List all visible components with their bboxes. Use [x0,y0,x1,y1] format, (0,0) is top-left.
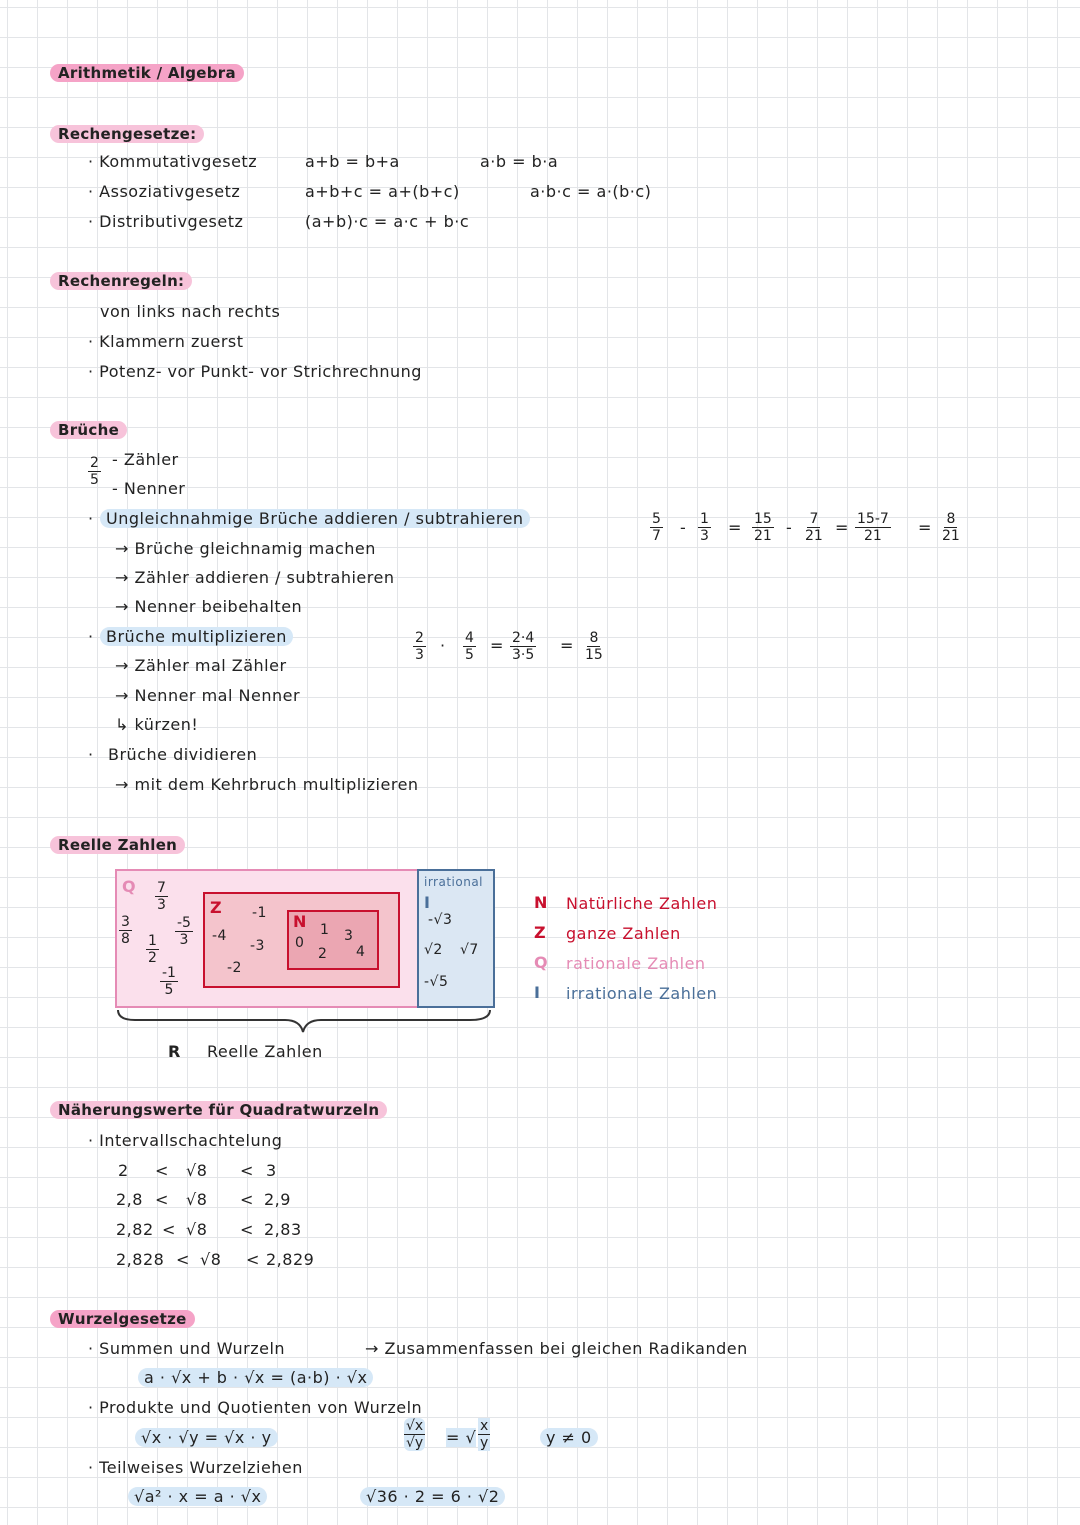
mult-step: ↳ kürzen! [115,715,199,734]
irrational-label: irrational [424,875,484,889]
operator: = [918,518,932,537]
interval-low: 2 [118,1161,129,1180]
numerator: -1 [162,965,176,981]
operator: = [835,518,849,537]
interval-root: √8 [186,1220,208,1239]
interval-root: √8 [200,1250,222,1269]
mult-step: → Nenner mal Nenner [115,686,301,705]
denominator: 21 [863,528,882,544]
n-number: 1 [320,922,330,938]
sum-note: → Zusammenfassen bei gleichen Radikanden [365,1339,748,1358]
section-heading-naeherung: Näherungswerte für Quadratwurzeln [50,1101,387,1119]
interval-high: 2,9 [264,1190,291,1209]
lt-sign: < [155,1190,169,1209]
lt-sign: < [162,1220,176,1239]
operator: = [490,636,504,655]
brace-label: Reelle Zahlen [207,1042,323,1061]
denominator: y [480,1435,489,1451]
root-fraction [478,1418,490,1451]
interval-root: √8 [186,1161,208,1180]
denominator: 5 [164,982,174,998]
q-number [160,965,178,998]
legend-text: Natürliche Zahlen [566,894,718,913]
n-number: 4 [356,944,366,960]
numerator: 4 [465,630,474,646]
law-name: · Distributivgesetz [88,212,244,231]
lt-sign: < [240,1220,254,1239]
q-symbol: Q [122,877,137,896]
fraction [698,511,711,544]
denominator: 3 [415,647,424,663]
add-step: → Nenner beibehalten [115,597,303,616]
zaehler-label: - Zähler [112,450,179,469]
add-step: → Zähler addieren / subtrahieren [115,568,395,587]
law-formula: a·b = b·a [480,152,559,171]
interval-low: 2,8 [116,1190,143,1209]
irr-number: √2 [424,942,443,958]
numerator: x [480,1418,489,1434]
q-number [119,914,132,947]
legend-symbol: N [534,893,548,912]
mult-step: → Zähler mal Zähler [115,656,287,675]
bullet: · [88,627,94,646]
numerator: 15 [754,511,772,527]
page-title: Arithmetik / Algebra [50,64,244,82]
rule-line: · Potenz- vor Punkt- vor Strichrechnung [88,362,422,381]
fraction [583,630,605,663]
operator: - [680,518,687,537]
section-heading-rechenregeln: Rechenregeln: [50,272,192,290]
prod-formula: √x · √y = √x · y [135,1428,278,1447]
equals-root: = √ [446,1428,477,1447]
div-step: → mit dem Kehrbruch multiplizieren [115,775,419,794]
interval-low: 2,828 [116,1250,165,1269]
lt-sign: < [246,1250,260,1269]
denominator: √y [406,1435,424,1451]
q-number [146,933,159,966]
fraction [855,511,891,544]
numerator: 1 [700,511,709,527]
nenner-label: - Nenner [112,479,186,498]
denominator: 3 [179,932,189,948]
denominator: 3 [157,897,166,913]
denominator: 7 [652,528,661,544]
operator: = [560,636,574,655]
real-numbers-brace [115,1006,495,1036]
fraction-denominator: 5 [90,472,99,488]
lt-sign: < [240,1161,254,1180]
numerator: √x [406,1418,424,1434]
section-heading-wurzelgesetze: Wurzelgesetze [50,1310,195,1328]
denominator: 21 [805,528,823,544]
operator: · [440,636,446,655]
irr-number: -√5 [424,974,449,990]
quotient-condition: y ≠ 0 [540,1428,598,1447]
operator: = [728,518,742,537]
irr-number: -√3 [428,912,453,928]
sum-title: · Summen und Wurzeln [88,1339,286,1358]
interval-low: 2,82 [116,1220,154,1239]
numerator: 1 [148,933,157,949]
q-number [155,880,168,913]
fraction [413,630,426,663]
interval-high: 2,83 [264,1220,302,1239]
denominator: 2 [148,950,157,966]
numerator: 2 [415,630,424,646]
numerator: 2·4 [512,630,535,646]
law-name: · Assoziativgesetz [88,182,241,201]
div-title: Brüche dividieren [108,745,258,764]
fraction [940,511,962,544]
section-heading-rechengesetze: Rechengesetze: [50,125,204,143]
mult-title: Brüche multiplizieren [100,627,293,646]
denominator: 3 [700,528,709,544]
fraction [752,511,774,544]
n-number: 3 [344,928,354,944]
z-number: -3 [250,938,265,954]
fraction-numerator: 2 [90,455,99,471]
law-formula: a+b = b+a [305,152,400,171]
interval-high: 2,829 [266,1250,315,1269]
denominator: 3·5 [512,647,535,663]
z-symbol: Z [210,898,223,917]
legend-symbol: Z [534,923,547,942]
numerator: 15-7 [857,511,889,527]
denominator: 5 [465,647,474,663]
rule-line: · Klammern zuerst [88,332,244,351]
sum-formula: a · √x + b · √x = (a·b) · √x [138,1368,373,1387]
lt-sign: < [240,1190,254,1209]
irr-number: √7 [460,942,479,958]
z-number: -4 [212,928,227,944]
denominator: 15 [585,647,603,663]
numerator: 7 [809,511,819,527]
bullet: · [88,745,94,764]
lt-sign: < [155,1161,169,1180]
numerator: 5 [652,511,661,527]
rule-line: von links nach rechts [100,302,281,321]
legend-text: ganze Zahlen [566,924,681,943]
denominator: 8 [121,931,130,947]
fraction [510,630,536,663]
section-heading-reelle: Reelle Zahlen [50,836,185,854]
lt-sign: < [176,1250,190,1269]
method-title: · Intervallschachtelung [88,1131,283,1150]
numerator: 3 [121,914,130,930]
n-number: 2 [318,946,328,962]
numerator: 8 [589,630,599,646]
z-number: -1 [252,905,267,921]
operator: - [786,518,793,537]
interval-high: 3 [266,1161,277,1180]
legend-symbol: I [534,983,541,1002]
numerator: 7 [157,880,166,896]
law-name: · Kommutativgesetz [88,152,258,171]
add-title: Ungleichnahmige Brüche addieren / subtrahieren [100,509,530,528]
partial-title: · Teilweises Wurzelziehen [88,1458,303,1477]
law-formula: a·b·c = a·(b·c) [530,182,652,201]
denominator: 21 [942,528,960,544]
r-symbol: R [168,1042,181,1061]
fraction [650,511,663,544]
bullet: · [88,509,94,528]
legend-symbol: Q [534,953,549,972]
section-heading-brueche: Brüche [50,421,127,439]
denominator: 21 [754,528,772,544]
i-symbol: I [424,893,431,912]
n-symbol: N [293,912,307,931]
legend-text: rationale Zahlen [566,954,706,973]
fraction [463,630,476,663]
quotient-fraction [404,1418,425,1451]
add-step: → Brüche gleichnamig machen [115,539,376,558]
prod-title: · Produkte und Quotienten von Wurzeln [88,1398,423,1417]
partial-formula-general: √a² · x = a · √x [128,1487,267,1506]
numerator: -5 [177,915,191,931]
fraction [803,511,825,544]
example-fraction [88,455,101,488]
n-number: 0 [295,935,305,951]
z-number: -2 [227,960,242,976]
legend-text: irrationale Zahlen [566,984,718,1003]
law-formula: (a+b)·c = a·c + b·c [305,212,470,231]
partial-formula-example: √36 · 2 = 6 · √2 [360,1487,505,1506]
law-formula: a+b+c = a+(b+c) [305,182,460,201]
interval-root: √8 [186,1190,208,1209]
q-number [175,915,193,948]
numerator: 8 [946,511,956,527]
